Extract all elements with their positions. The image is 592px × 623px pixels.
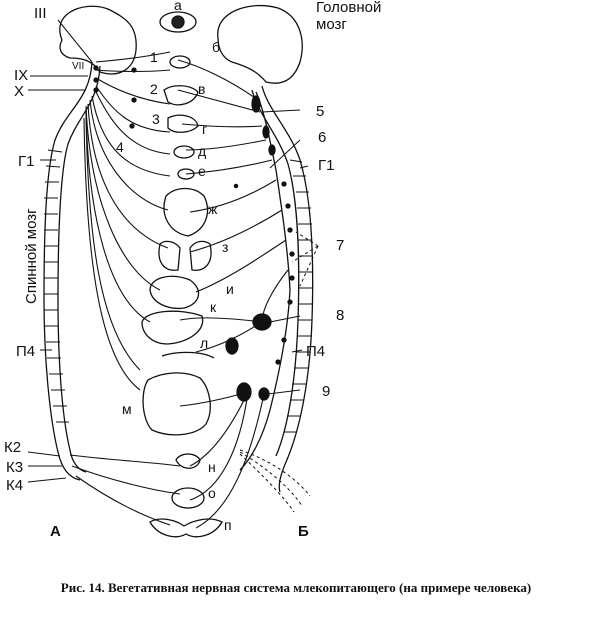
organ-p-label: п (224, 517, 232, 533)
organ-i-label: и (226, 281, 234, 297)
number-9-label: 9 (322, 383, 331, 400)
roman-ix-label: IX (14, 67, 29, 84)
number-2-label: 2 (150, 81, 158, 97)
number-4-label: 4 (116, 139, 124, 155)
roman-iii-label: III (34, 5, 47, 22)
number-7-label: 7 (336, 237, 345, 254)
organ-d (174, 146, 194, 158)
side-a-label: А (50, 523, 61, 540)
g1-left-label: Г1 (18, 153, 35, 170)
organ-zh-label: ж (208, 201, 218, 217)
side-b-label: Б (298, 523, 309, 540)
right-brain-outline (218, 6, 302, 84)
p4-right-label: П4 (306, 343, 326, 360)
organ-v (164, 86, 198, 105)
liver-organ-k (142, 311, 203, 344)
figure-caption: Рис. 14. Вегетативная нервная система млекопитающего (на примере человека) (60, 580, 532, 595)
spinal-cord-label: Спинной мозг (23, 208, 40, 304)
organ-e-label: е (198, 163, 206, 179)
organ-o-label: о (208, 485, 216, 501)
organ-a-label: а (174, 0, 182, 13)
p4-left-label: П4 (16, 343, 36, 360)
organ-b-label: б (212, 39, 221, 55)
number-6-label: 6 (318, 129, 327, 146)
organ-d-label: д (198, 143, 207, 159)
organ-n-label: н (208, 459, 216, 475)
k2-label: К2 (4, 439, 22, 456)
bladder-organ-o (172, 488, 204, 508)
number-3-label: 3 (152, 111, 160, 127)
k4-label: К4 (6, 477, 24, 494)
organ-m-label: м (122, 401, 132, 417)
left-spinal-column (44, 62, 92, 480)
organ-l (162, 352, 214, 358)
organ-b (170, 56, 190, 68)
organ-g-label: г (202, 121, 208, 137)
g1-right-label: Г1 (318, 157, 335, 174)
intestine-organ-m (143, 373, 210, 435)
organ-k-label: к (210, 299, 217, 315)
roman-x-label: X (14, 83, 25, 100)
number-8-label: 8 (336, 307, 345, 324)
heart-organ-zh (164, 189, 207, 237)
organ-z-label: з (222, 239, 229, 255)
roman-vii-label: VII (72, 61, 85, 72)
organ-l-label: л (200, 335, 209, 351)
organ-v-label: в (198, 81, 206, 97)
stomach-organ-i (150, 276, 199, 308)
lungs-organ-z (159, 241, 211, 270)
brain-label: Головной мозг (316, 0, 382, 33)
k3-label: К3 (6, 459, 24, 476)
number-1-label: 1 (150, 49, 158, 65)
sympathetic-trunk (240, 92, 290, 470)
number-5-label: 5 (316, 103, 325, 120)
